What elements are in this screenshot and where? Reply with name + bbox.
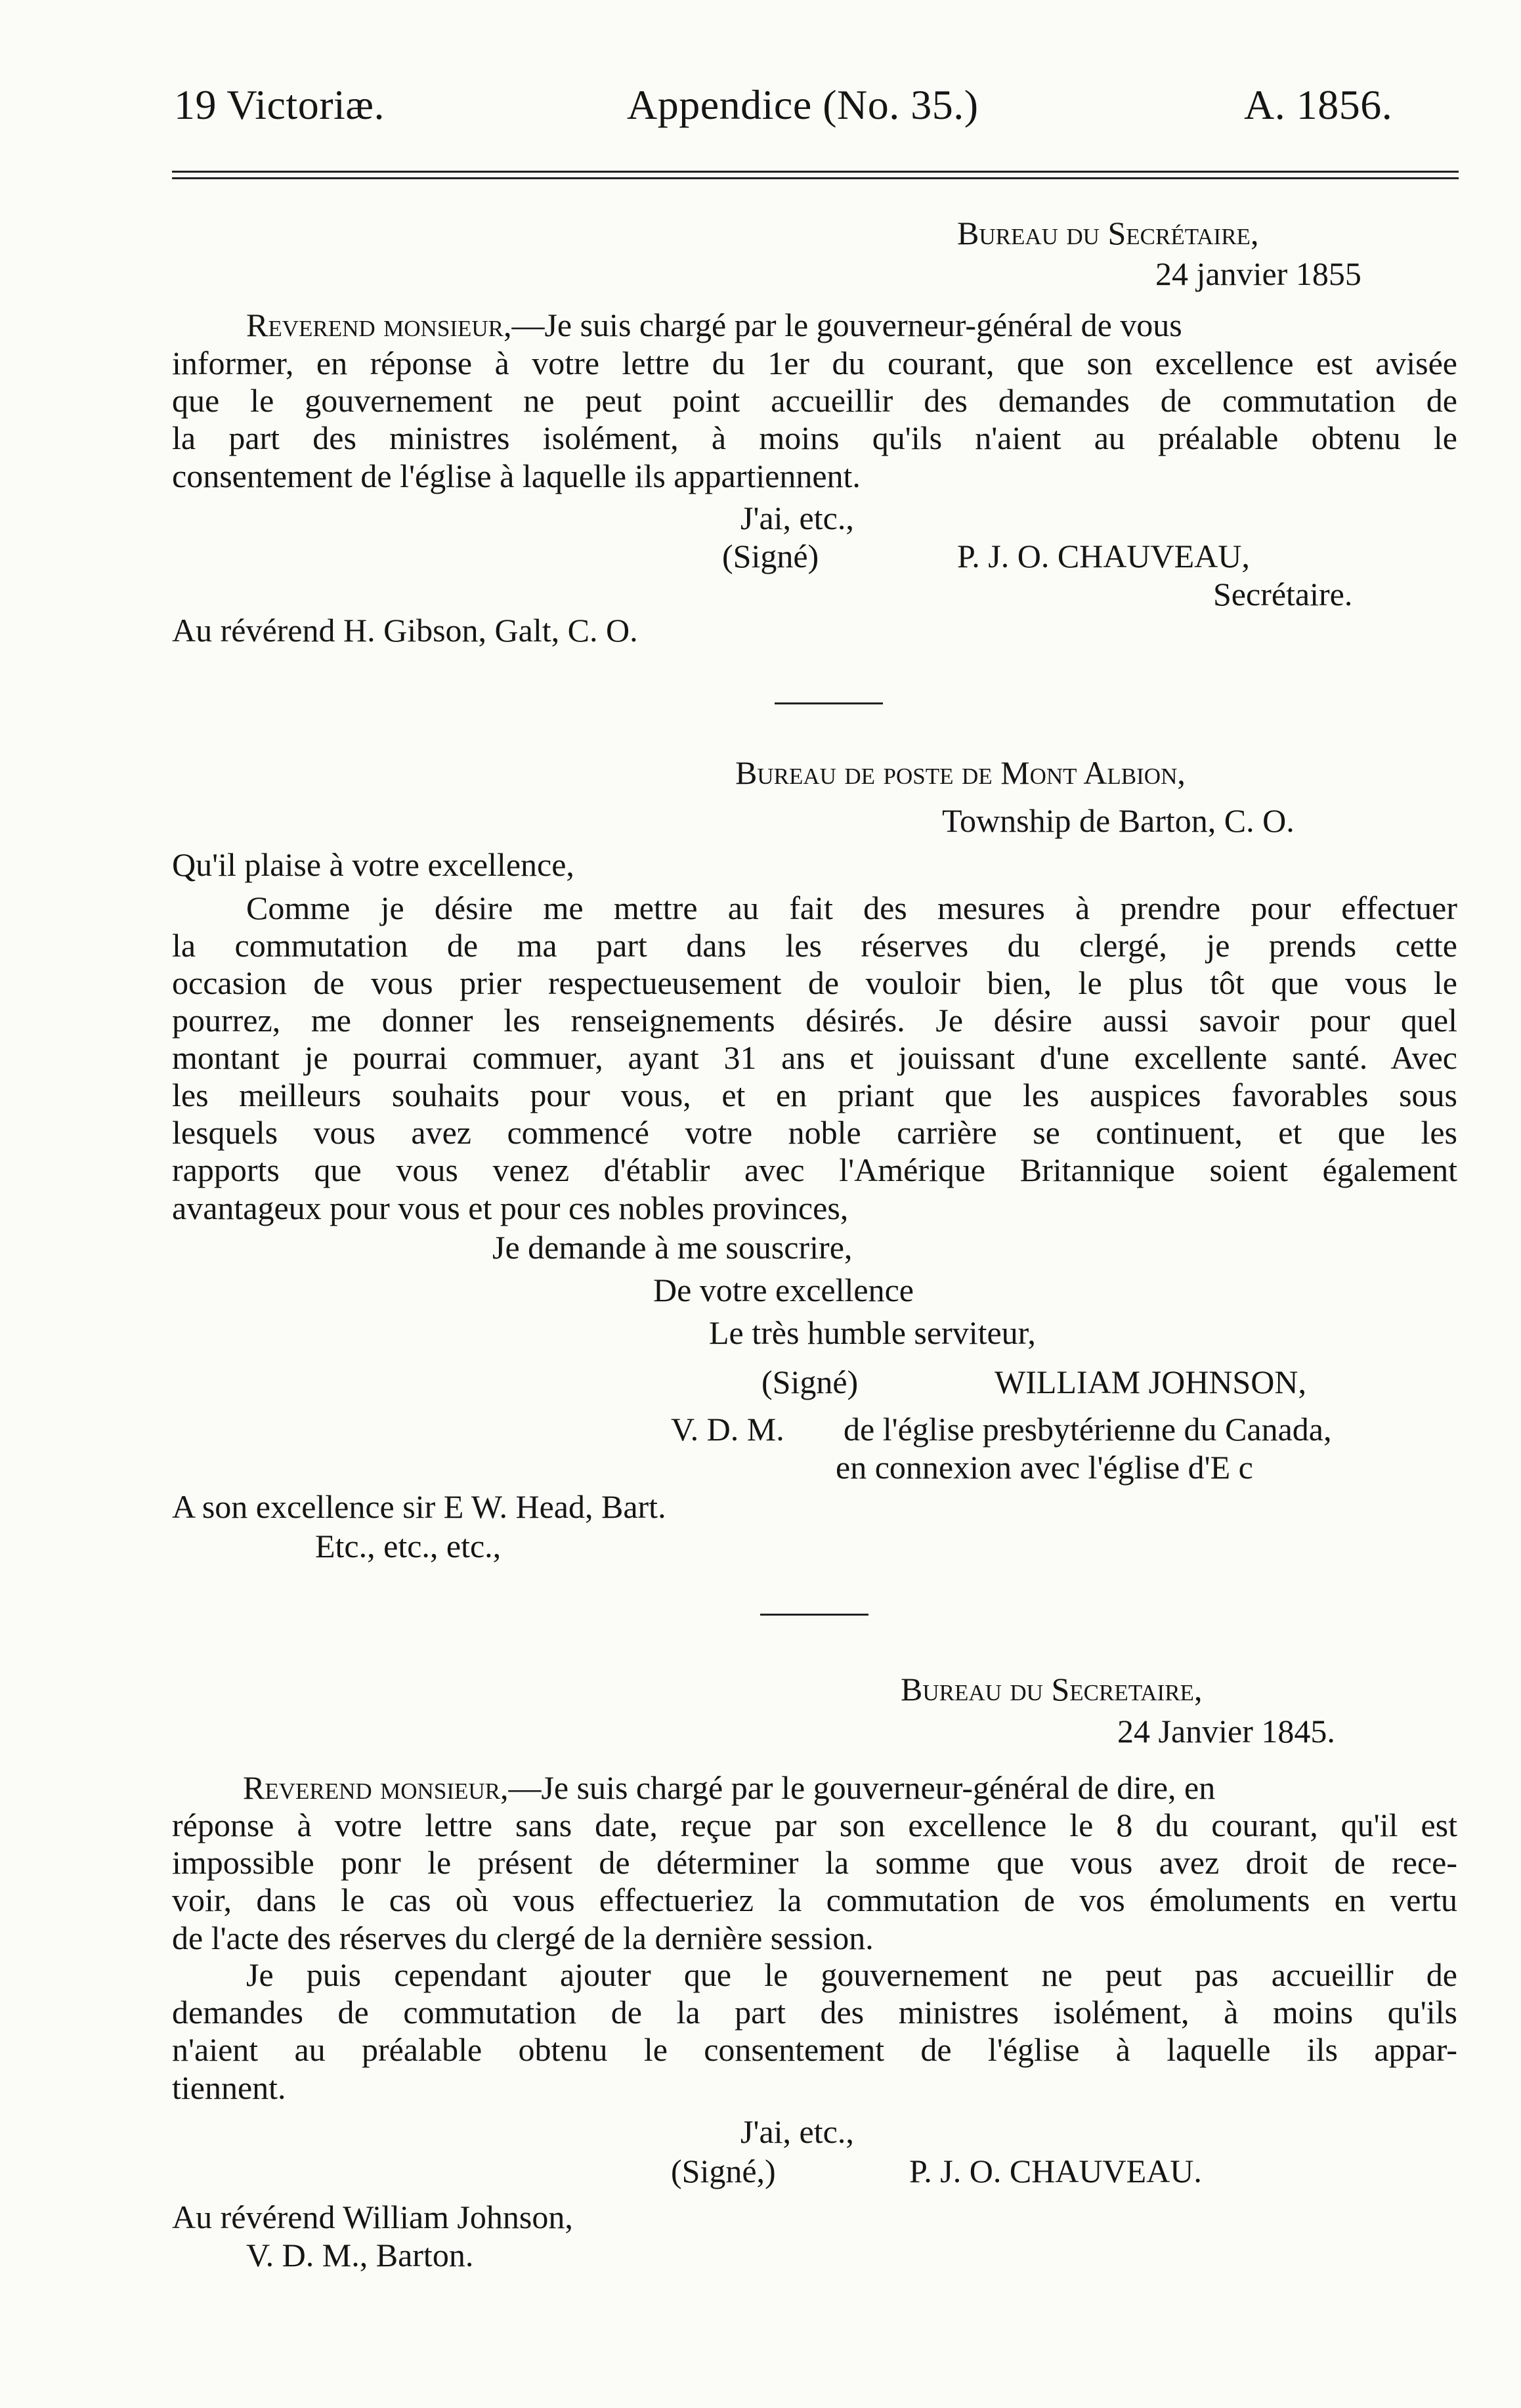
letter2-body-line: occasion de vous prier respectueusement de vouloir bien, le plus tôt que vous le: [172, 964, 1457, 1001]
letter2-salutation: Qu'il plaise à votre excellence,: [172, 846, 574, 883]
letter2-role-prefix: V. D. M.: [671, 1411, 784, 1448]
letter1-bureau: Bureau du Secrétaire,: [957, 215, 1259, 251]
letter3-body2-line: n'aient au préalable obtenu le consentement de l'église à laquelle ils appar-: [172, 2031, 1457, 2068]
letter3-bureau: Bureau du Secretaire,: [901, 1671, 1203, 1708]
letter3-body2-line: Je puis cependant ajouter que le gouvernement ne peut pas accueillir de: [246, 1956, 1457, 1993]
letter1-body-line: —Je suis chargé par le gouverneur-général de vous: [511, 307, 1182, 343]
letter3-signed: (Signé,): [671, 2153, 776, 2189]
letter3-body2-line: demandes de commutation de la part des ministres isolément, à moins qu'ils: [172, 1994, 1457, 2031]
letter2-role-line: en connexion avec l'église d'E c: [836, 1449, 1253, 1486]
header-year: A. 1856.: [1244, 81, 1393, 128]
letter1-salutation: Reverend monsieur,: [246, 307, 512, 343]
letter2-signed: (Signé): [761, 1364, 859, 1400]
letter1-signed: (Signé): [722, 538, 819, 574]
letter1-body-line: informer, en réponse à votre lettre du 1er du courant, que son excellence est avisée: [172, 345, 1457, 381]
letter2-body-line: la commutation de ma part dans les réserves du clergé, je prends cette: [172, 927, 1457, 964]
letter3-closing: J'ai, etc.,: [740, 2113, 854, 2150]
letter1-title: Secrétaire.: [1213, 576, 1353, 613]
letter3-body-line: voir, dans le cas où vous effectueriez la commutation de vos émoluments en vertu: [172, 1881, 1457, 1918]
letter2-signer: WILLIAM JOHNSON,: [995, 1364, 1306, 1400]
letter3-signer: P. J. O. CHAUVEAU.: [909, 2153, 1202, 2189]
letter3-salutation: Reverend monsieur,: [243, 1769, 509, 1806]
letter3-body2-line: tiennent.: [172, 2069, 286, 2106]
section-divider: [760, 1614, 868, 1616]
letter1-addressee: Au révérend H. Gibson, Galt, C. O.: [172, 612, 638, 649]
letter2-body-line: les meilleurs souhaits pour vous, et en priant que les auspices favorables sous: [172, 1077, 1457, 1113]
letter2-bureau: Bureau de poste de Mont Albion,: [735, 754, 1186, 791]
letter2-body-line: lesquels vous avez commencé votre noble carrière se continuent, et que les: [172, 1114, 1457, 1151]
letter1-body-line: la part des ministres isolément, à moins qu'ils n'aient au préalable obtenu le: [172, 419, 1457, 456]
letter3-body-line: impossible ponr le présent de déterminer la somme que vous avez droit de rece-: [172, 1844, 1457, 1881]
header-volume: 19 Victoriæ.: [174, 81, 385, 128]
letter2-body-line: pourrez, me donner les renseignements désirés. Je désire aussi savoir pour quel: [172, 1002, 1457, 1039]
letter2-body-line: montant je pourrai commuer, ayant 31 ans et jouissant d'une excellente santé. Avec: [172, 1039, 1457, 1076]
letter3-salutation-line: [243, 1771, 1215, 1804]
letter1-date: 24 janvier 1855: [1155, 255, 1361, 292]
letter2-addressee-line: A son excellence sir E W. Head, Bart.: [172, 1488, 666, 1525]
letter3-body-line: réponse à votre lettre sans date, reçue par son excellence le 8 du courant, qu'il est: [172, 1807, 1457, 1843]
letter1-body-line: consentement de l'église à laquelle ils appartiennent.: [172, 458, 861, 494]
letter1-signer: P. J. O. CHAUVEAU,: [957, 538, 1250, 574]
letter2-body-line: Comme je désire me mettre au fait des mesures à prendre pour effectuer: [246, 890, 1457, 926]
letter3-addressee-line: Au révérend William Johnson,: [172, 2199, 573, 2235]
letter3-body-line: de l'acte des réserves du clergé de la dernière session.: [172, 1920, 874, 1956]
letter1-body-line: que le gouvernement ne peut point accueillir des demandes de commutation de: [172, 382, 1457, 419]
header-rule-top: [172, 171, 1459, 173]
letter2-closing-line: De votre excellence: [653, 1272, 914, 1308]
letter2-addressee-line: Etc., etc., etc.,: [315, 1528, 502, 1564]
letter3-date: 24 Janvier 1845.: [1117, 1713, 1335, 1750]
letter2-closing-line: Le très humble serviteur,: [709, 1314, 1036, 1351]
letter3-addressee-line: V. D. M., Barton.: [246, 2237, 474, 2273]
letter2-role-line: de l'église presbytérienne du Canada,: [844, 1411, 1332, 1448]
letter2-body-line: avantageux pour vous et pour ces nobles provinces,: [172, 1190, 849, 1226]
letter2-body-line: rapports que vous venez d'établir avec l'Amérique Britannique soient également: [172, 1151, 1457, 1188]
letter1-closing: J'ai, etc.,: [740, 500, 854, 536]
header-rule-bottom: [172, 177, 1459, 179]
letter1-salutation-line: [246, 309, 1182, 341]
header-appendix: Appendice (No. 35.): [627, 81, 979, 128]
letter3-body-line: —Je suis chargé par le gouverneur-général de dire, en: [508, 1769, 1216, 1806]
letter2-place: Township de Barton, C. O.: [942, 802, 1295, 839]
letter2-closing-line: Je demande à me souscrire,: [492, 1229, 853, 1266]
section-divider: [775, 702, 883, 704]
